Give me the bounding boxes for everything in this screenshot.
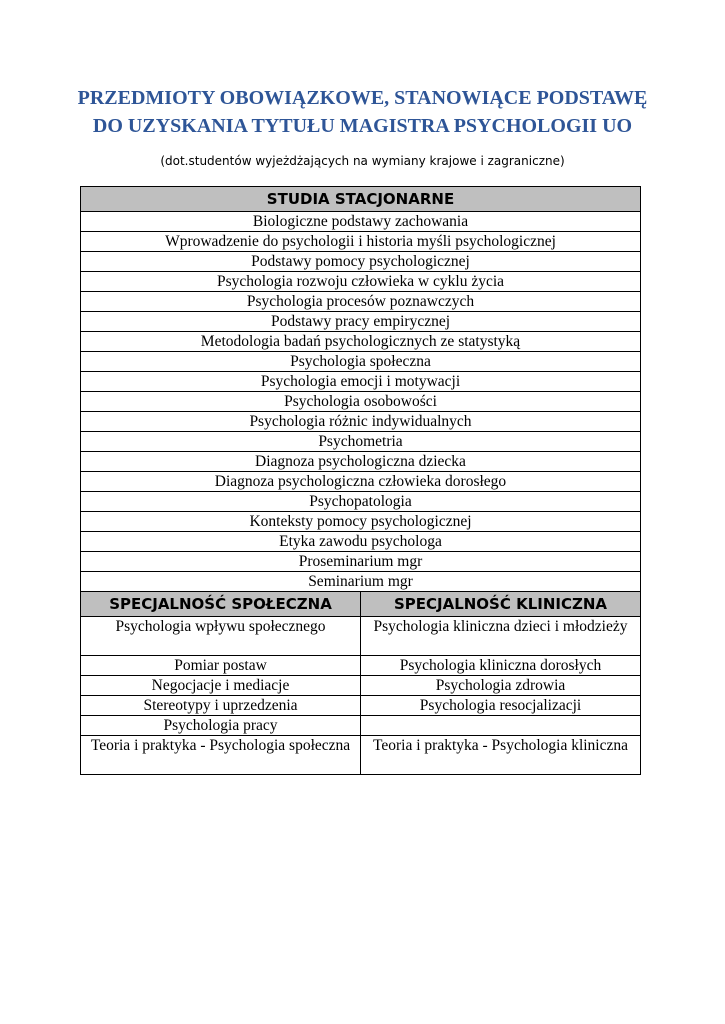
course-row: [81, 552, 641, 572]
course-row: [81, 512, 641, 532]
course-row: [81, 492, 641, 512]
course-row: [81, 452, 641, 472]
document-title-line-2: DO UZYSKANIA TYTUŁU MAGISTRA PSYCHOLOGII UO: [92, 115, 633, 137]
course-item: Psychologia społeczna: [81, 352, 641, 372]
clinical-course: Psychologia kliniczna dzieci i młodzieży: [361, 617, 641, 656]
course-item: Konteksty pomocy psychologicznej: [81, 512, 641, 532]
course-item: Seminarium mgr: [81, 572, 641, 592]
course-row: [81, 572, 641, 592]
course-row: [81, 412, 641, 432]
course-item: Psychologia emocji i motywacji: [81, 372, 641, 392]
course-row: [81, 392, 641, 412]
clinical-course: Teoria i praktyka - Psychologia kliniczna: [361, 736, 641, 775]
course-row: [81, 212, 641, 232]
specialization-row: [81, 736, 641, 775]
specialization-row: [81, 656, 641, 676]
course-item: Psychometria: [81, 432, 641, 452]
specialization-row: [81, 617, 641, 656]
course-item: Psychologia rozwoju człowieka w cyklu życia: [81, 272, 641, 292]
studia-header: STUDIA STACJONARNE: [81, 187, 641, 212]
social-course: Teoria i praktyka - Psychologia społeczna: [81, 736, 361, 775]
course-item: Etyka zawodu psychologa: [81, 532, 641, 552]
course-row: [81, 252, 641, 272]
course-row: [81, 332, 641, 352]
clinical-course: Psychologia resocjalizacji: [361, 696, 641, 716]
course-row: [81, 472, 641, 492]
course-item: Psychologia osobowości: [81, 392, 641, 412]
course-item: Diagnoza psychologiczna człowieka dorosłego: [81, 472, 641, 492]
clinical-specialization-header: SPECJALNOŚĆ KLINICZNA: [361, 592, 641, 617]
courses-table: [80, 186, 641, 775]
course-item: Metodologia badań psychologicznych ze statystyką: [81, 332, 641, 352]
studia-header-row: [81, 187, 641, 212]
course-row: [81, 232, 641, 252]
course-item: Podstawy pomocy psychologicznej: [81, 252, 641, 272]
specialization-row: [81, 716, 641, 736]
social-course: Negocjacje i mediacje: [81, 676, 361, 696]
specialization-row: [81, 696, 641, 716]
course-item: Psychologia procesów poznawczych: [81, 292, 641, 312]
specialization-row: [81, 676, 641, 696]
social-course: Psychologia pracy: [81, 716, 361, 736]
course-item: Podstawy pracy empirycznej: [81, 312, 641, 332]
course-row: [81, 272, 641, 292]
social-course: Psychologia wpływu społecznego: [81, 617, 361, 656]
course-item: Psychologia różnic indywidualnych: [81, 412, 641, 432]
social-specialization-header: SPECJALNOŚĆ SPOŁECZNA: [81, 592, 361, 617]
social-course: Pomiar postaw: [81, 656, 361, 676]
course-row: [81, 432, 641, 452]
course-item: Biologiczne podstawy zachowania: [81, 212, 641, 232]
course-item: Diagnoza psychologiczna dziecka: [81, 452, 641, 472]
course-item: Psychopatologia: [81, 492, 641, 512]
specialization-header-row: [81, 592, 641, 617]
clinical-course-empty: [361, 716, 641, 736]
course-row: [81, 372, 641, 392]
course-item: Wprowadzenie do psychologii i historia myśli psychologicznej: [81, 232, 641, 252]
course-row: [81, 312, 641, 332]
social-course: Stereotypy i uprzedzenia: [81, 696, 361, 716]
course-row: [81, 532, 641, 552]
document-subtitle: (dot.studentów wyjeżdżających na wymiany krajowe i zagraniczne): [160, 154, 565, 168]
course-item: Proseminarium mgr: [81, 552, 641, 572]
clinical-course: Psychologia zdrowia: [361, 676, 641, 696]
course-row: [81, 292, 641, 312]
clinical-course: Psychologia kliniczna dorosłych: [361, 656, 641, 676]
course-row: [81, 352, 641, 372]
document-title-line-1: PRZEDMIOTY OBOWIĄZKOWE, STANOWIĄCE PODSTAWĘ: [77, 87, 648, 109]
